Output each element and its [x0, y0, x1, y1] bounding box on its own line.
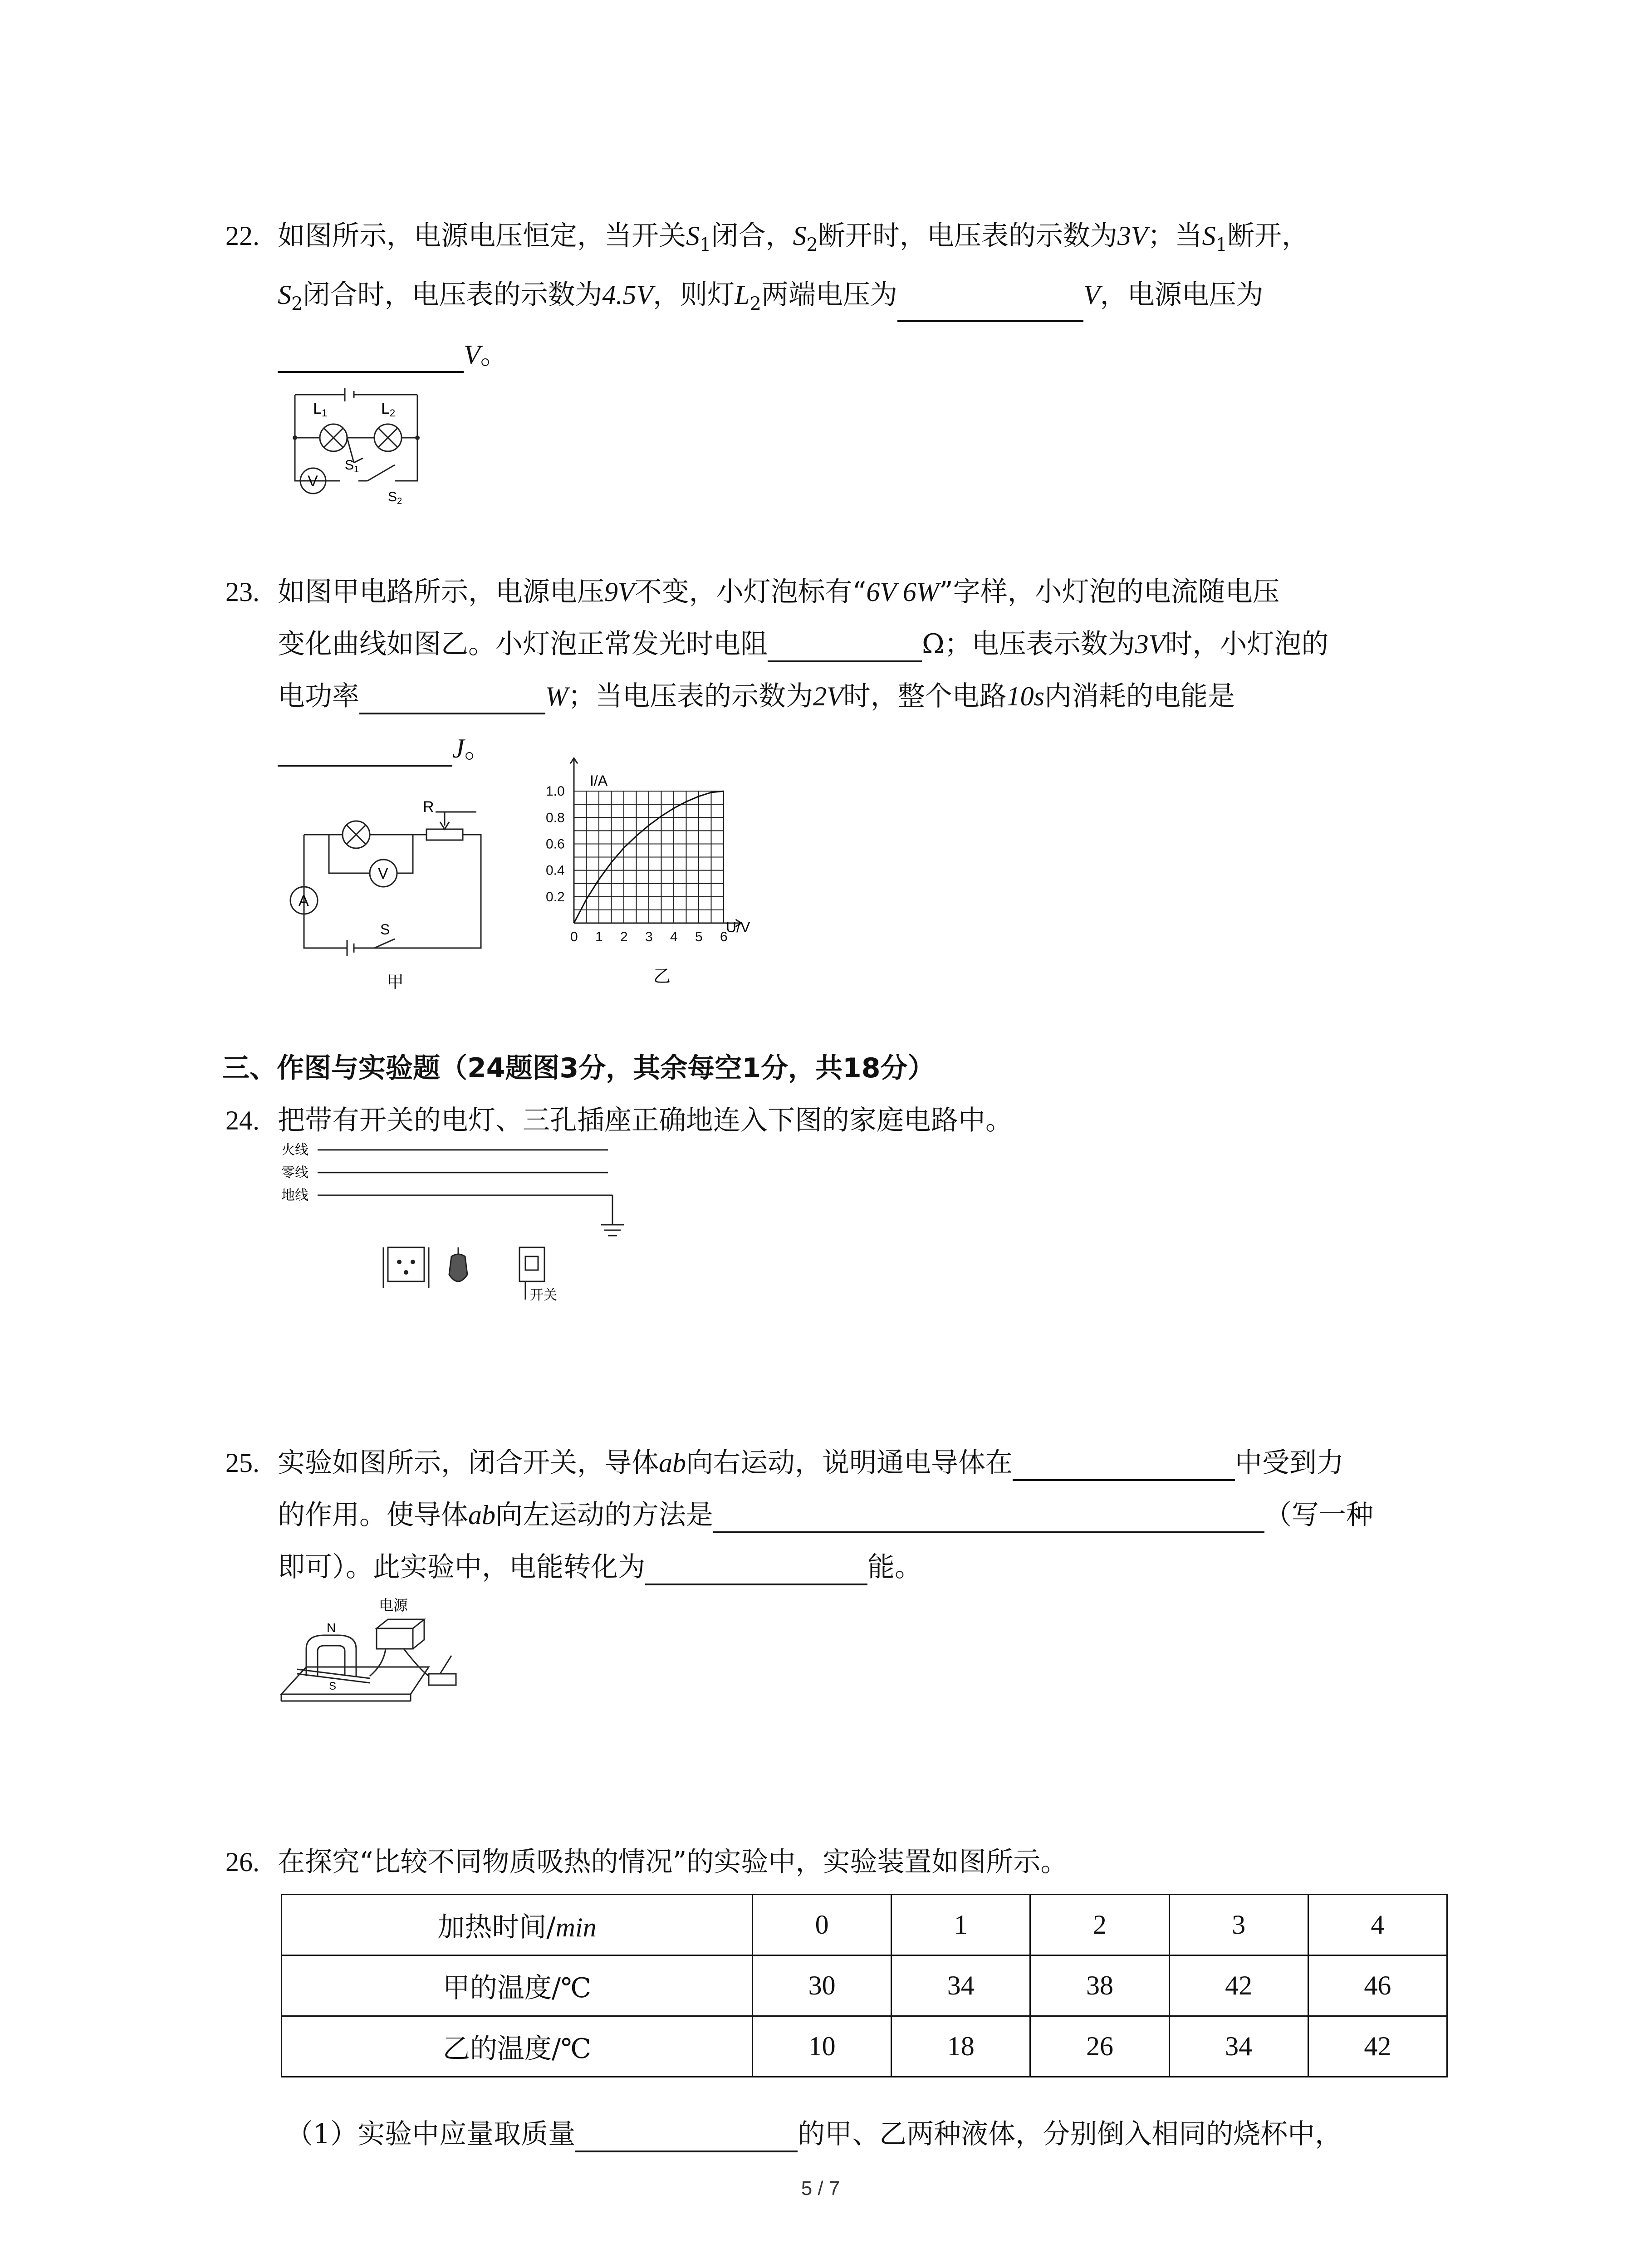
table-cell: 10 — [753, 2016, 892, 2077]
answer-blank[interactable] — [278, 735, 452, 767]
x-tick-label: 1 — [595, 929, 603, 944]
north-pole-label: N — [327, 1621, 336, 1635]
table-row — [282, 1955, 1447, 2016]
table-cell: 34 — [1169, 2016, 1308, 2077]
q22-line-1: 如图所示，电源电压恒定，当开关$S_1$闭合，$S_2$断开时，电压表的示数为3V；当$S_1$断开， — [278, 220, 1309, 255]
y-axis-label: I/A — [590, 772, 608, 789]
question-number: 23. — [225, 577, 260, 607]
label-L2: L2 — [381, 400, 396, 419]
figure-caption-yi: 乙 — [653, 967, 671, 986]
south-pole-label: S — [329, 1680, 337, 1692]
answer-blank[interactable] — [359, 683, 545, 714]
table-cell: 18 — [892, 2016, 1030, 2077]
q23-line-3: 电功率 W；当电压表的示数为2V时，整个电路10s内消耗的电能是 — [278, 678, 1235, 714]
q25-motor-experiment — [279, 1592, 479, 1710]
x-tick-label: 6 — [720, 929, 728, 944]
q23-line-2: 变化曲线如图乙。小灯泡正常发光时电阻 Ω；电压表示数为3V时，小灯泡的 — [278, 626, 1328, 662]
q25-line-3: 即可）。此实验中，电能转化为 能。 — [278, 1549, 922, 1585]
table-cell: 26 — [1030, 2016, 1169, 2077]
page-number: 5 / 7 — [801, 2177, 840, 2200]
table-row-label: 乙的温度/℃ — [282, 2016, 753, 2077]
y-tick-label: 0.8 — [546, 810, 565, 826]
x-tick-label: 0 — [570, 929, 578, 944]
label-switch: S — [380, 921, 390, 938]
neutral-wire-label: 零线 — [281, 1165, 309, 1180]
y-tick-label: 1.0 — [546, 784, 565, 799]
table-cell: 3 — [1169, 1895, 1308, 1955]
table-cell: 4 — [1308, 1895, 1447, 1955]
q26-text: 在探究“比较不同物质吸热的情况”的实验中，实验装置如图所示。 — [278, 1846, 1068, 1878]
section-heading: 三、作图与实验题（24题图3分，其余每空1分，共18分） — [222, 1052, 935, 1084]
live-wire-label: 火线 — [281, 1143, 309, 1158]
table-cell: 1 — [892, 1895, 1030, 1955]
table-cell: 30 — [753, 1955, 892, 2016]
q25-line-1: 实验如图所示，闭合开关，导体ab向右运动，说明通电导体在 中受到力 — [278, 1445, 1344, 1481]
label-R: R — [423, 798, 434, 816]
label-voltmeter: V — [378, 865, 388, 882]
q24-household-circuit — [277, 1143, 635, 1306]
x-tick-label: 5 — [695, 929, 703, 944]
q24-text: 把带有开关的电灯、三孔插座正确地连入下图的家庭电路中。 — [278, 1105, 1013, 1136]
answer-blank[interactable] — [645, 1554, 867, 1585]
ground-wire-label: 地线 — [281, 1188, 309, 1203]
q22-line-3: V。 — [278, 337, 508, 373]
answer-blank[interactable] — [1013, 1449, 1235, 1481]
table-cell: 42 — [1308, 2016, 1447, 2077]
label-L1: L1 — [313, 400, 328, 419]
table-cell: 42 — [1169, 1955, 1308, 2016]
power-label: 电源 — [379, 1597, 408, 1613]
label-ammeter: A — [299, 892, 309, 909]
question-number: 24. — [225, 1105, 260, 1135]
x-tick-label: 3 — [645, 929, 653, 944]
q25-line-2: 的作用。使导体ab向左运动的方法是 （写一种 — [278, 1497, 1373, 1533]
q23-circuit-diagram-jia — [281, 798, 495, 998]
table-row — [282, 1895, 1447, 1955]
question-number: 26. — [225, 1847, 260, 1877]
figure-caption-jia: 甲 — [387, 973, 404, 992]
label-voltmeter: V — [308, 473, 318, 490]
table-cell: 46 — [1308, 1955, 1447, 2016]
q23-line-1: 如图甲电路所示，电源电压9V不变，小灯泡标有“6V 6W”字样，小灯泡的电流随电压 — [278, 576, 1280, 608]
table-row — [282, 2016, 1447, 2077]
table-cell: 0 — [753, 1895, 892, 1955]
answer-blank[interactable] — [575, 2121, 798, 2152]
q26-sub-question-1: （1）实验中应量取质量 的甲、乙两种液体，分别倒入相同的烧杯中， — [286, 2116, 1342, 2152]
q22-line-2: $S_2$闭合时，电压表的示数为4.5V，则灯$L_2$两端电压为 V，电源电压为 — [278, 277, 1264, 322]
q22-circuit-diagram — [286, 390, 436, 506]
x-tick-label: 4 — [670, 929, 678, 944]
answer-blank[interactable] — [713, 1501, 1264, 1533]
switch-label: 开关 — [530, 1288, 557, 1303]
answer-blank[interactable] — [278, 341, 464, 373]
answer-blank[interactable] — [897, 290, 1083, 322]
y-tick-label: 0.6 — [546, 836, 565, 852]
table-header-cell: 加热时间/min — [282, 1895, 753, 1955]
temperature-table — [281, 1894, 1448, 2077]
x-axis-label: U/V — [726, 919, 750, 935]
question-number: 25. — [225, 1448, 260, 1478]
answer-blank[interactable] — [768, 631, 922, 662]
q23-iu-chart — [540, 771, 785, 1007]
q23-line-4: J。 — [278, 730, 492, 767]
label-S2: $S_2$ — [388, 489, 402, 506]
x-tick-label: 2 — [620, 929, 628, 944]
table-cell: 34 — [892, 1955, 1030, 2016]
y-tick-label: 0.2 — [546, 889, 565, 904]
question-number: 22. — [225, 221, 260, 251]
table-cell: 38 — [1030, 1955, 1169, 2016]
table-row-label: 甲的温度/℃ — [282, 1955, 753, 2016]
table-cell: 2 — [1030, 1895, 1169, 1955]
y-tick-label: 0.4 — [546, 863, 565, 878]
label-S1: $S_1$ — [345, 458, 359, 474]
